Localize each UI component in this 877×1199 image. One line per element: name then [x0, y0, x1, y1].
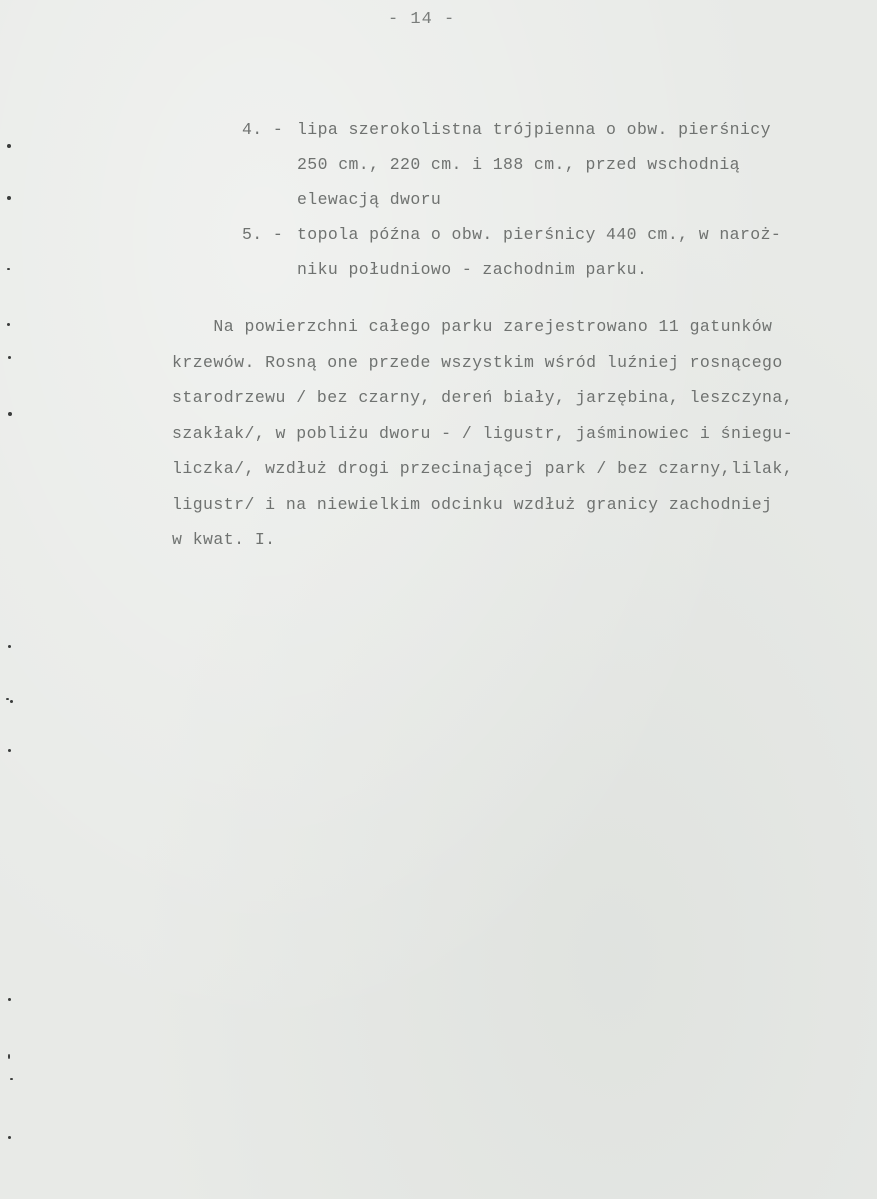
- list-item-marker: 4. -: [242, 120, 284, 139]
- margin-mark: [8, 412, 12, 416]
- page-number: - 14 -: [388, 10, 456, 29]
- margin-mark: [7, 144, 11, 148]
- tree-list: [240, 112, 840, 287]
- margin-mark: [10, 1078, 13, 1080]
- margin-mark: [8, 356, 11, 359]
- margin-mark: [6, 698, 9, 700]
- shrubs-paragraph: [172, 309, 862, 558]
- list-item-line: niku południowo - zachodnim parku.: [297, 260, 648, 279]
- margin-mark: [7, 323, 10, 326]
- paragraph-line: liczka/, wzdłuż drogi przecinającej park / bez czarny,lilak,: [172, 459, 794, 478]
- paragraph-line: w kwat. I.: [172, 530, 276, 549]
- list-item: [240, 112, 840, 217]
- margin-mark: [8, 1054, 10, 1059]
- list-item-line: lipa szerokolistna trójpienna o obw. pierśnicy: [297, 120, 771, 139]
- paragraph-line: ligustr/ i na niewielkim odcinku wzdłuż granicy zachodniej: [172, 494, 773, 514]
- margin-mark: [8, 645, 11, 648]
- margin-mark: [8, 749, 11, 752]
- paragraph-line: Na powierzchni całego parku zarejestrowano 11 gatunków: [172, 317, 773, 336]
- paragraph-line: starodrzewu / bez czarny, dereń biały, jarzębina, leszczyna,: [172, 388, 794, 407]
- margin-mark: [7, 196, 11, 200]
- paragraph-line: krzewów. Rosną one przede wszystkim wśród luźniej rosnącego: [172, 352, 783, 372]
- margin-mark: [8, 998, 11, 1001]
- list-item-line: topola późna o obw. pierśnicy 440 cm., w naroż-: [297, 225, 782, 244]
- margin-mark: [8, 1136, 11, 1139]
- paragraph-line: szakłak/, w pobliżu dworu - / ligustr, jaśminowiec i śniegu-: [172, 423, 794, 443]
- margin-mark: [10, 700, 13, 703]
- list-item-marker: 5. -: [242, 225, 284, 244]
- list-item-line: 250 cm., 220 cm. i 188 cm., przed wschodnią: [297, 155, 740, 174]
- margin-mark: [7, 268, 10, 270]
- list-item: [240, 217, 840, 287]
- list-item-line: elewacją dworu: [297, 190, 442, 209]
